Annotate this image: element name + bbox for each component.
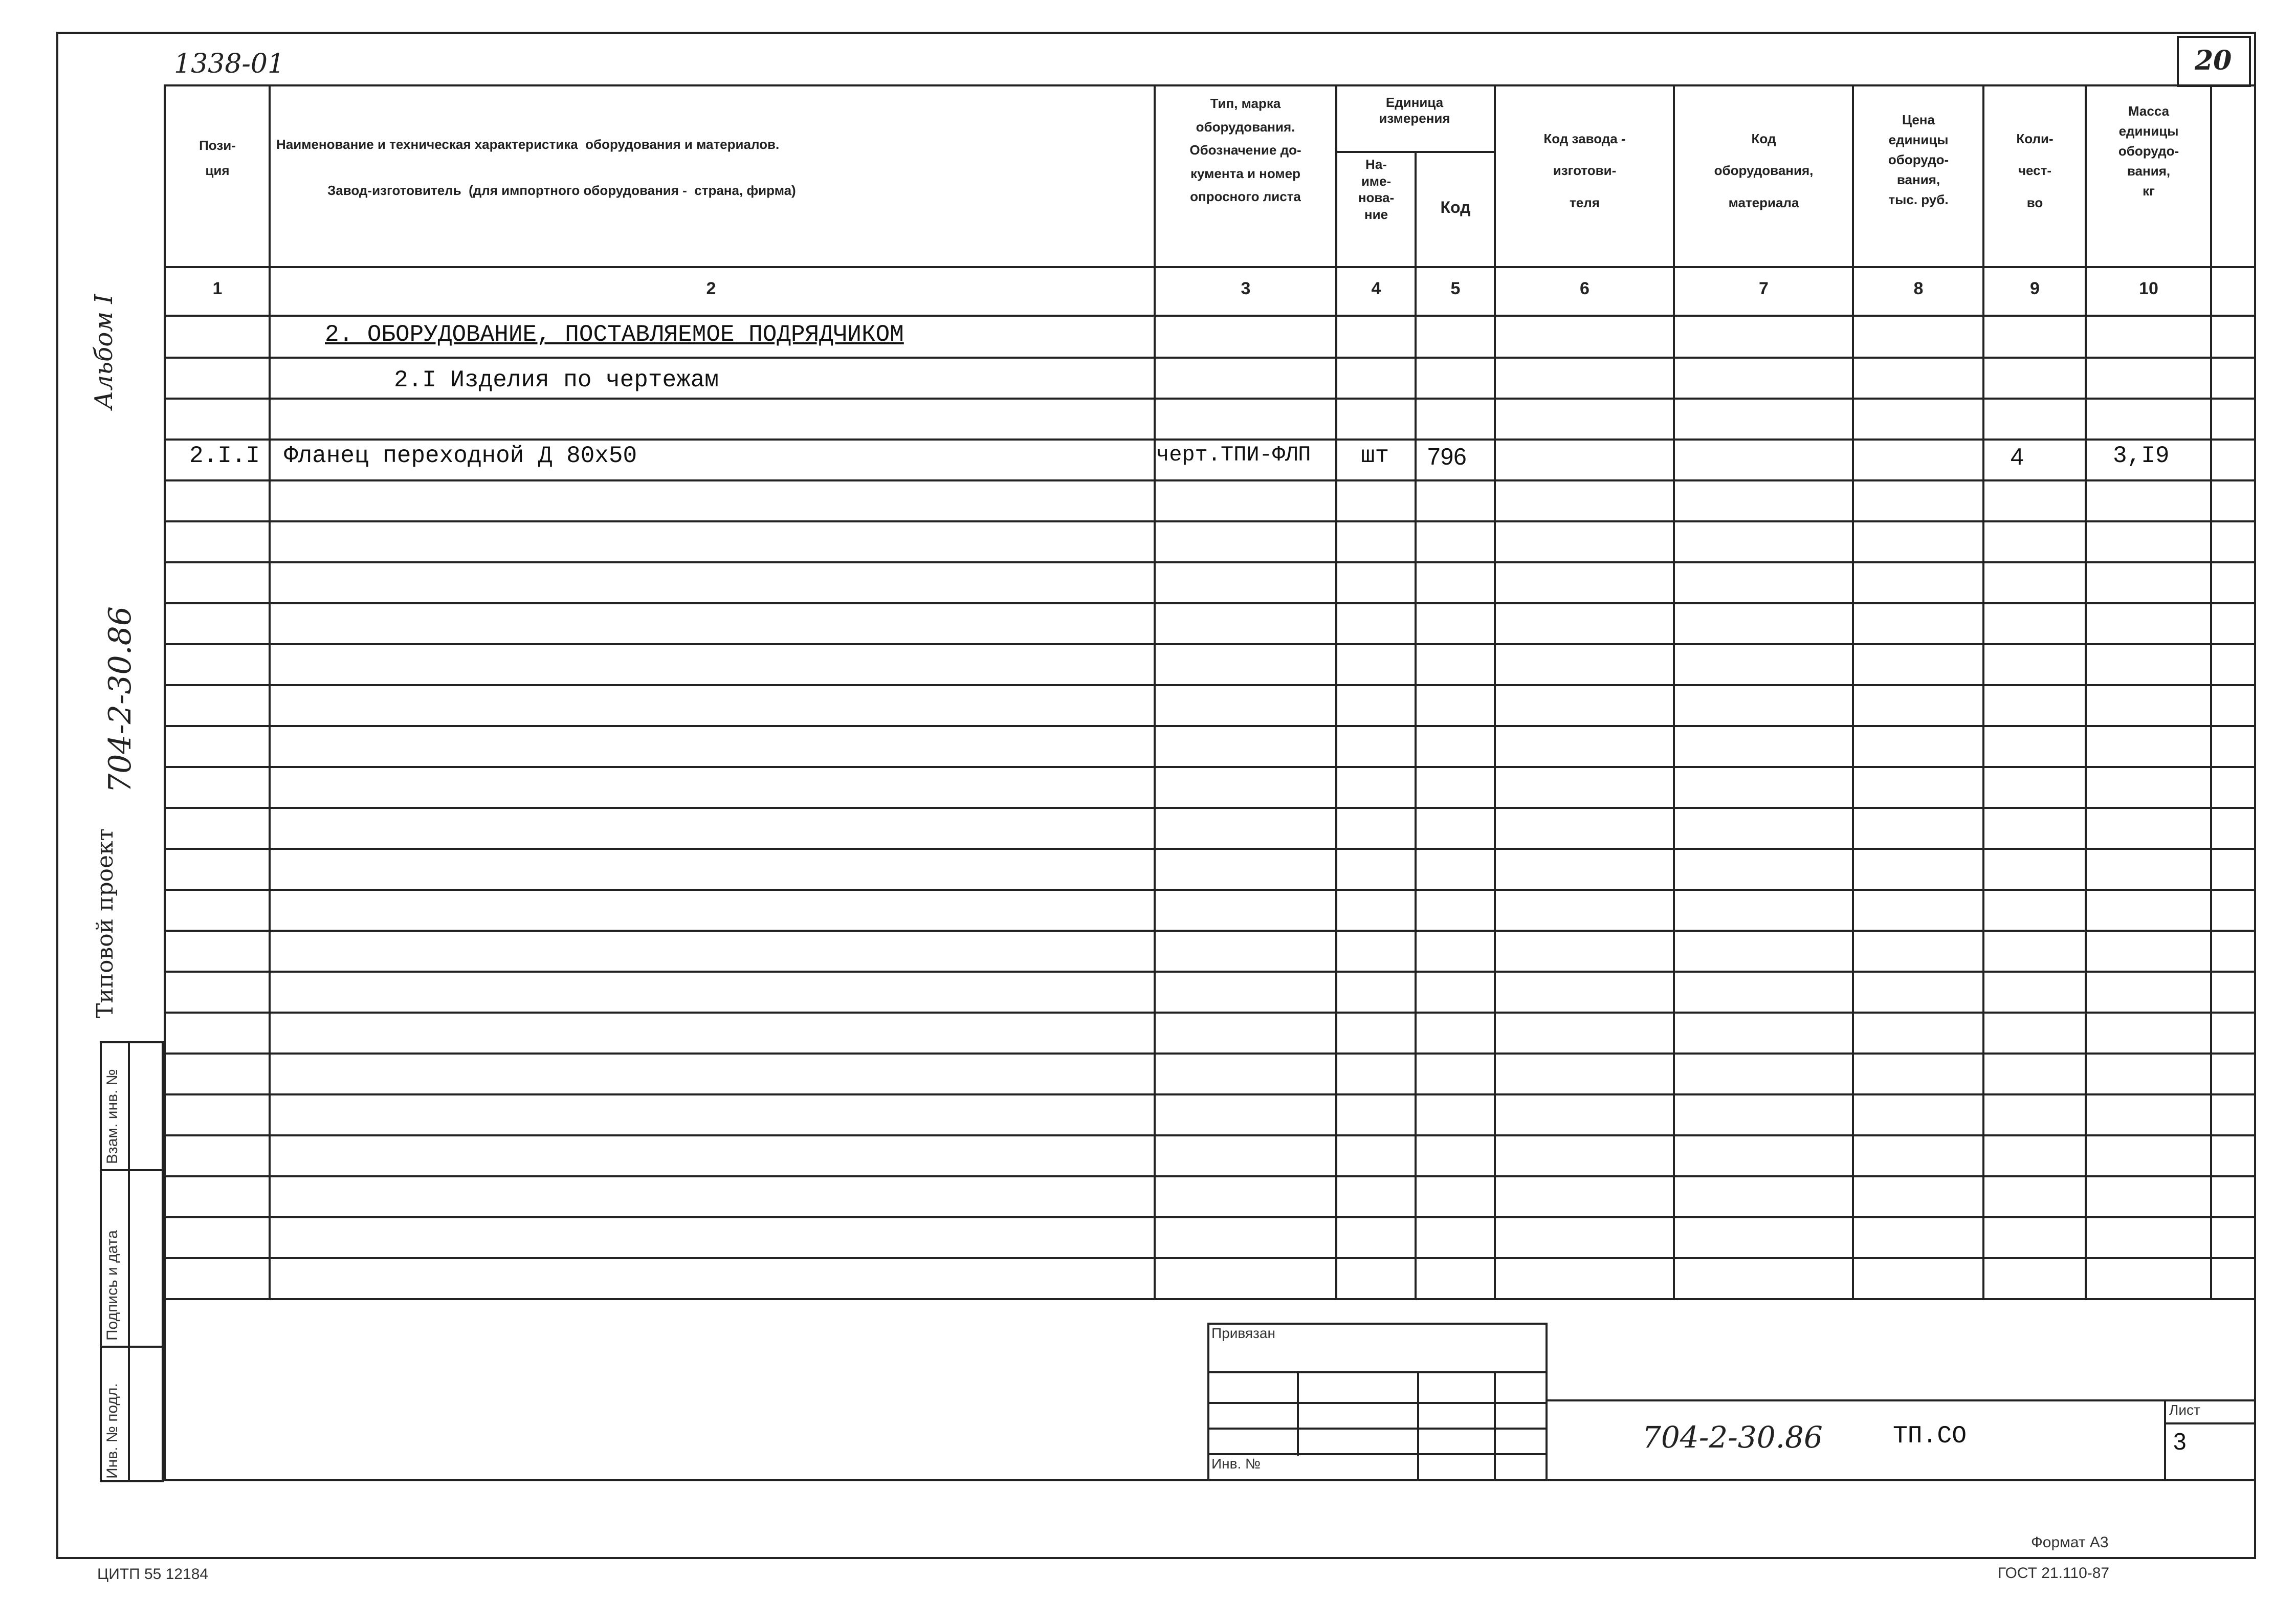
header-col7: Код оборудования, материала: [1714, 131, 1814, 210]
row-line: [164, 398, 2256, 400]
doc-suffix: ТП.СО: [1893, 1422, 1967, 1450]
row-line: [164, 643, 2256, 645]
header-col10: Масса единицы оборудо- вания, кг: [2118, 103, 2179, 199]
colnum-8: 8: [1913, 279, 1924, 298]
row-line: [164, 602, 2256, 604]
corner-number: 20: [2195, 45, 2232, 76]
project-code-side: 704-2-30.86: [102, 606, 138, 793]
row-line: [164, 807, 2256, 809]
cell-position: 2.I.I: [189, 443, 260, 469]
cell-type: черт.ТПИ-ФЛП: [1156, 443, 1311, 467]
list-box-divider: [2164, 1422, 2256, 1424]
colnum-4: 4: [1371, 279, 1381, 298]
header-bottom-line: [164, 266, 2256, 268]
row-line: [164, 848, 2256, 850]
row-line: [164, 889, 2256, 891]
colnum-2: 2: [706, 279, 716, 298]
colnum-5: 5: [1450, 279, 1461, 298]
privyazan-vline2: [1417, 1371, 1419, 1481]
doc-code: 704-2-30.86: [1642, 1420, 1823, 1455]
colnum-7: 7: [1759, 279, 1769, 298]
section-title: 2. ОБОРУДОВАНИЕ, ПОСТАВЛЯЕМОЕ ПОДРЯДЧИКОМ: [325, 321, 904, 348]
privyazan-label: Привязан: [1211, 1325, 1275, 1341]
row-line: [164, 479, 2256, 481]
row-line: [164, 561, 2256, 563]
header-col1: Пози- ция: [199, 138, 236, 179]
project-label: Типовой проект: [92, 828, 118, 1018]
row-line: [164, 971, 2256, 973]
row-line: [164, 1052, 2256, 1055]
header-col5: Код: [1440, 198, 1471, 216]
header-col2-line1: Наименование и техническая характеристика оборудования и материалов.: [276, 137, 780, 152]
cell-unit: шт: [1361, 443, 1389, 469]
cell-unit-code: 796: [1427, 443, 1467, 470]
side-stamp-podpis: Подпись и дата: [104, 1230, 121, 1341]
list-label: Лист: [2169, 1402, 2200, 1418]
footer-format: Формат А3: [2031, 1534, 2109, 1551]
header-col8: Цена единицы оборудо- вания, тыс. руб.: [1888, 112, 1949, 207]
privyazan-line1: [1207, 1371, 1548, 1373]
row-line: [164, 766, 2256, 768]
list-number: 3: [2173, 1428, 2187, 1455]
cell-quantity: 4: [2011, 443, 2024, 470]
row-line: [164, 1216, 2256, 1218]
side-stamp-inv-podl: Инв. № подл.: [104, 1383, 121, 1479]
row-line: [164, 725, 2256, 727]
cell-mass: 3,I9: [2113, 443, 2170, 469]
row-line: [164, 684, 2256, 686]
colnum-bottom-line: [164, 315, 2256, 317]
row-line: [164, 1093, 2256, 1095]
album-label: Альбом I: [90, 294, 118, 409]
colnum-9: 9: [2030, 279, 2040, 298]
footer-gost: ГОСТ 21.110-87: [1998, 1565, 2110, 1582]
unit-subheader-line: [1335, 151, 1494, 153]
privyazan-line4: [1207, 1453, 1548, 1455]
cell-name: Фланец переходной Д 80х50: [284, 443, 637, 469]
row-line: [164, 520, 2256, 522]
side-stamp-div2: [100, 1346, 164, 1348]
inv-no-label: Инв. №: [1211, 1456, 1261, 1472]
side-stamp-div1: [100, 1169, 164, 1171]
row-line: [164, 438, 2256, 441]
privyazan-vline1: [1297, 1371, 1299, 1456]
header-col9: Коли- чест- во: [2016, 131, 2054, 210]
header-col3: Тип, марка оборудования. Обозначение до- кумента и номер опросного листа: [1189, 96, 1301, 204]
row-line: [164, 1012, 2256, 1014]
privyazan-line2: [1207, 1402, 1548, 1404]
table-bottom-line: [164, 1298, 2256, 1300]
colnum-10: 10: [2139, 279, 2158, 298]
header-col6: Код завода - изготови- теля: [1543, 131, 1626, 210]
header-col45-top: Единица измерения: [1379, 95, 1450, 126]
doccode-top-line: [1548, 1399, 2256, 1401]
privyazan-vline3: [1494, 1371, 1496, 1481]
row-line: [164, 930, 2256, 932]
footer-left: ЦИТП 55 12184: [97, 1566, 209, 1583]
privyazan-line3: [1207, 1428, 1548, 1430]
side-stamp-vdiv: [128, 1041, 130, 1482]
header-col4: На- име- нова- ние: [1358, 157, 1395, 222]
row-line: [164, 1257, 2256, 1259]
subsection-title: 2.I Изделия по чертежам: [394, 367, 719, 393]
colnum-3: 3: [1241, 279, 1251, 298]
top-handwritten-number: 1338-01: [174, 49, 285, 79]
row-line: [164, 1175, 2256, 1177]
colnum-6: 6: [1580, 279, 1589, 298]
side-stamp-vzam: Взам. инв. №: [104, 1069, 121, 1164]
row-line: [164, 1134, 2256, 1136]
header-col2-line2: Завод-изготовитель (для импортного оборудования - страна, фирма): [327, 183, 796, 198]
row-line: [164, 357, 2256, 359]
colnum-1: 1: [212, 279, 223, 298]
